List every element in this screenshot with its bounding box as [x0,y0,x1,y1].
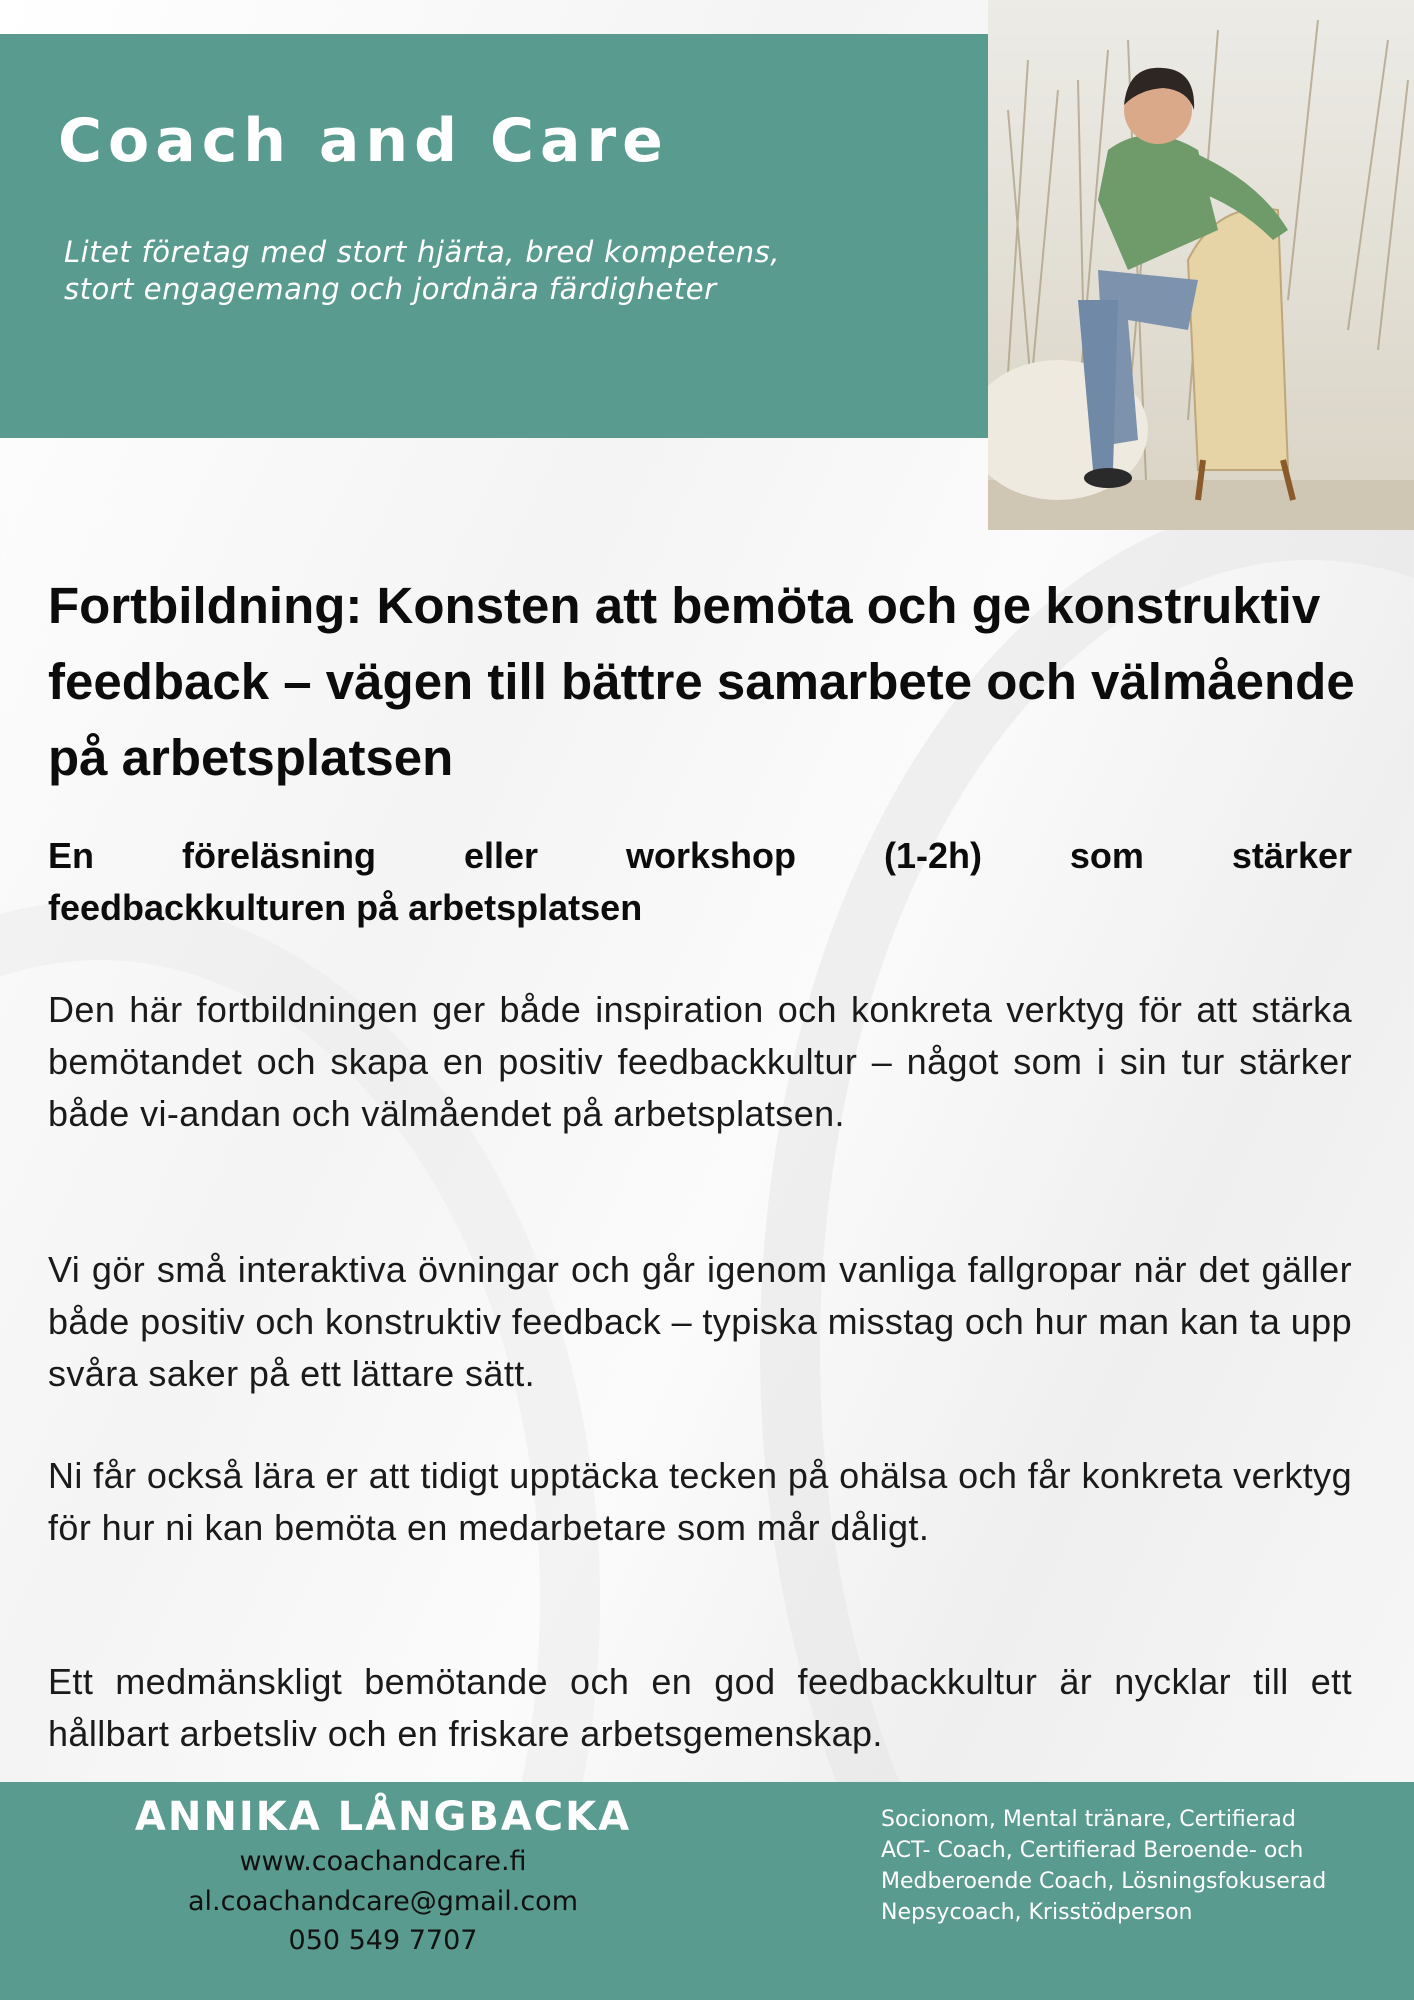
page-title: Fortbildning: Konsten att bemöta och ge konstruktiv feedback – vägen till bättre samarbete och välmående på arbetsplatsen [48,577,1355,786]
paragraph: Den här fortbildningen ger både inspiration och konkreta verktyg för att stärka bemötandet och skapa en positiv feedbackkultur – något som i sin tur stärker både vi-andan och välmåendet på arbetsplatsen. [48,989,1352,1134]
paragraph: Ett medmänskligt bemötande och en god feedbackkultur är nycklar till ett hållbart arbetsliv och en friskare arbetsgemenskap. [48,1661,1352,1754]
subtitle [48,830,1352,934]
contact-name: ANNIKA LÅNGBACKA [134,1794,632,1840]
subtitle-line: En föreläsning eller workshop (1-2h) som stärker [48,835,1352,876]
website-link[interactable]: www.coachandcare.fi [239,1846,527,1877]
portrait-photo [988,0,1414,530]
credentials: Socionom, Mental tränare, Certifierad ACT- Coach, Certifierad Beroende- och Medberoende Coach, Lösningsfokuserad Nepsycoach, Krisstödperson [881,1807,1327,1925]
portrait-photo-icon [988,0,1414,530]
brand-title: Coach and Care [58,106,669,176]
email-link[interactable]: al.coachandcare@gmail.com [187,1886,579,1917]
tagline: Litet företag med stort hjärta, bred kompetens, stort engagemang och jordnära färdigheter [64,235,780,306]
paragraph: Vi gör små interaktiva övningar och går igenom vanliga fallgropar när det gäller både positiv och konstruktiv feedback – typiska misstag och hur man kan ta upp svåra saker på ett lättare sätt. [48,1249,1352,1394]
subtitle-line: feedbackkulturen på arbetsplatsen [48,887,643,928]
paragraph: Ni får också lära er att tidigt upptäcka tecken på ohälsa och får konkreta verktyg för hur ni kan bemöta en medarbetare som mår dåligt. [48,1455,1352,1548]
phone-number: 050 549 7707 [288,1925,478,1956]
